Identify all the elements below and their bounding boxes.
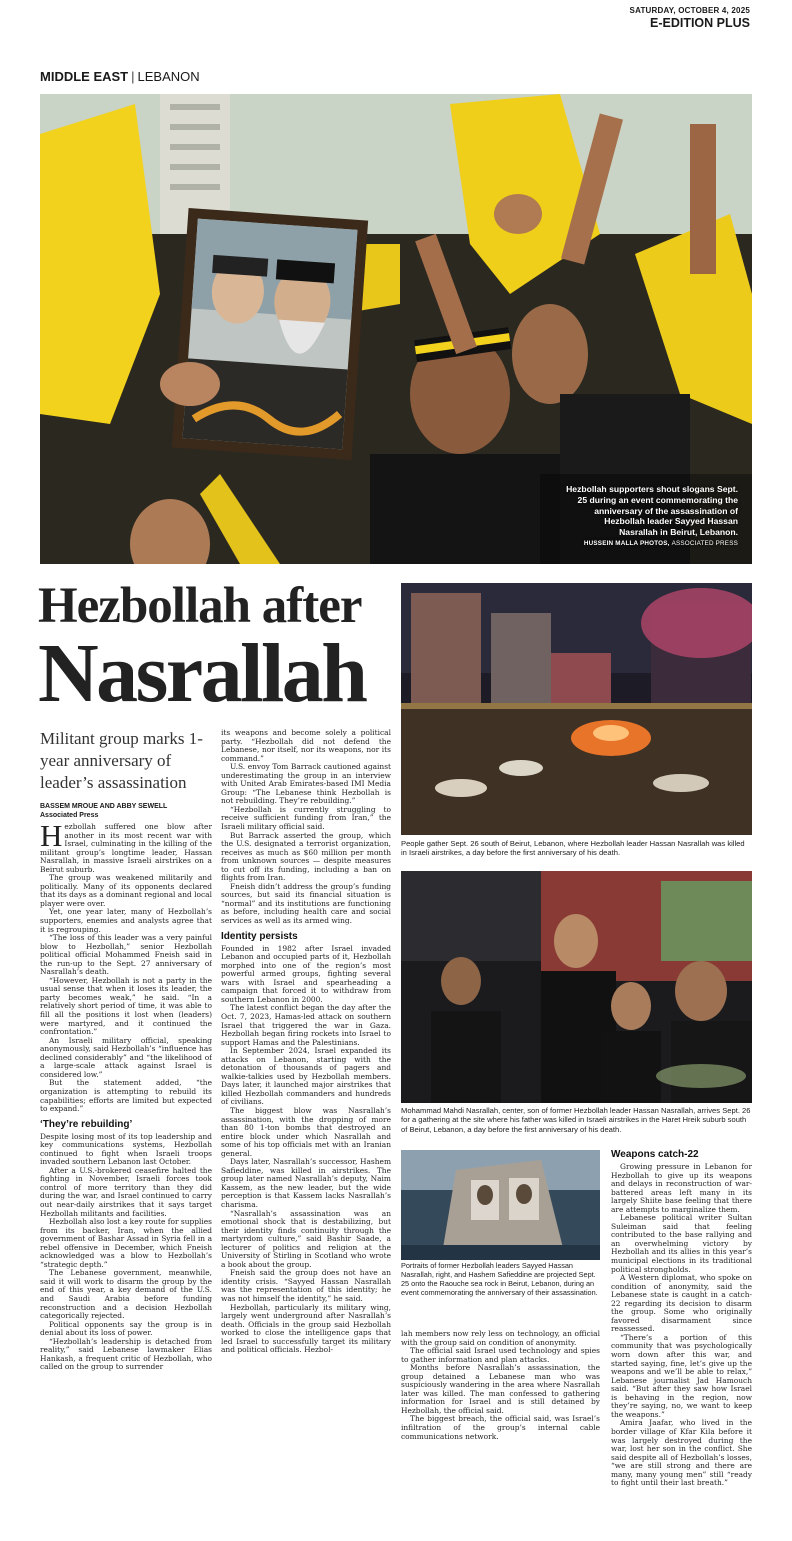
drop-cap: H [40,823,63,853]
paragraph: The group was weakened militarily and politically. Many of its opponents declared that its days as a dominant regional and local player were over. [40,873,212,908]
paragraph: Months before Nasrallah’s assassination, the group detained a Lebanese man who was suspiciously wandering in the area where Nasrallah later was killed. The man confessed to gathering information for Israel and is still detained by Hezbollah, the official said. [401,1363,600,1415]
paragraph: Yet, one year later, many of Hezbollah’s supporters, enemies and analysts agree that it is regrouping. [40,907,212,934]
paragraph: “The loss of this leader was a very painful blow to Hezbollah,” senior Hezbollah political official Mohammed Fneish said in the run-up to the Sept. 27 anniversary of Nasrallah’s death. [40,933,212,977]
paragraph: “Hezbollah is currently struggling to receive sufficient funding from Iran,” the Israeli military official said. [221,804,391,832]
article-column-3 [401,1330,600,1530]
paragraph-text: ezbollah suffered one blow after another in its most recent war with Israel, culminating in the killing of the militant group’s longtime leader, Hassan Nasrallah, in massive Israeli airstrikes on a Beirut suburb. [40,823,212,874]
paragraph: Despite losing most of its top leadership and key communications systems, Hezbollah continued to fight when Israeli troops invaded southern Lebanon last October. [40,1131,212,1167]
raouche-rock-caption: Portraits of former Hezbollah leaders Sayyed Hassan Nasrallah, right, and Hashem Safieddine are projected Sept. 25 onto the Raouche sea rock in Beirut, Lebanon, during an event commemorating the anniversary of their assassination. [401,1261,598,1298]
raouche-rock-photo [401,1150,600,1260]
section-divider: | [131,69,135,84]
night-gathering-photo [401,583,752,835]
paragraph: U.S. envoy Tom Barrack cautioned against underestimating the group in an interview with United Arab Emirates-based IMI Media Group: “The Lebanese think Hezbollah is not rebuilding. They’re rebuilding.” [221,762,391,806]
headline [38,578,398,720]
paragraph: A Western diplomat, who spoke on condition of anonymity, said the Lebanese state is caught in a catch-22 regarding its decision to disarm the group. Some who originally favored disarmament since reassessed. [611,1273,752,1334]
paragraph: “Nasrallah’s assassination was an emotional shock that is destabilizing, but their identity finds continuity through the martyrdom culture,” said Bashir Saade, a lecturer of politics and religion at the University of Stirling in Scotland who wrote a book about the group. [221,1208,391,1269]
paragraph: After a U.S.-brokered ceasefire halted the fighting in November, Israeli forces took control of more territory than they did during the war, and Israel continued to carry out near-daily airstrikes that it says target Hezbollah militants and facilities. [40,1165,212,1218]
byline [40,802,212,820]
son-arrival-illustration [401,871,752,1103]
paragraph: Fneish didn’t address the group’s funding sources, but said its financial situation is “normal” and its institutions are functioning as before, including health care and social services as well as its armed wing. [221,881,391,926]
paragraph: The official said Israel used technology and spies to gather information and plan attacks. [401,1346,600,1364]
paragraph: “Hezbollah’s leadership is detached from reality,” said Lebanese lawmaker Elias Hankash, a frequent critic of Hezbollah, who called on the group to surrender [40,1336,212,1372]
son-arrival-photo [401,871,752,1103]
hero-credit-org: ASSOCIATED PRESS [671,540,738,548]
section-name: MIDDLE EAST [40,69,129,84]
article-column-4 [611,1148,752,1533]
masthead [630,6,750,30]
paragraph: its weapons and become solely a political party. “Hezbollah did not defend the Lebanese, nor itself, nor its weapons, nor its command.” [221,729,391,763]
hero-caption-text: Hezbollah supporters shout slogans Sept. 25 during an event commemorating the anniversary of the assassination of Hezbollah leader Sayyed Hassan Nasrallah in Beirut, Lebanon. [566,484,738,537]
paragraph: The biggest blow was Nasrallah’s assassination, with the dropping of more than 80 1-ton bombs that destroyed an entire block under which Nasrallah and some of his top officials met with an Iranian general. [221,1105,391,1158]
hero-photo [40,94,752,564]
paragraph: The biggest breach, the official said, was Israel’s infiltration of the group’s internal cable communications network. [401,1414,600,1441]
paragraph: Days later, Nasrallah’s successor, Hashem Safieddine, was killed in airstrikes. The group later named Nasrallah’s deputy, Naim Kassem, as the new leader, but the wide perception is that Kassem lacks Nasrallah’s charisma. [221,1157,391,1209]
paragraph: Growing pressure in Lebanon for Hezbollah to give up its weapons and delays in reconstruction of war-battered areas left many in its largely Shiite base feeling that there are attempts to marginalize them. [611,1162,752,1214]
paragraph: The Lebanese government, meanwhile, said it will work to disarm the group by the end of this year, a key demand of the U.S. and Saudi Arabia before funding reconstruction and a decision Hezbollah categorically rejected. [40,1268,212,1321]
subhead-rebuilding: ‘They’re rebuilding’ [40,1118,133,1130]
subhead-weapons: Weapons catch-22 [611,1149,699,1160]
dek: Militant group marks 1-year anniversary of leader’s assassination [40,729,203,792]
paragraph: Political opponents say the group is in denial about its loss of power. [40,1319,212,1338]
subhead-identity: Identity persists [221,930,298,942]
paragraph: lah members now rely less on technology, an official with the group said on condition of anonymity. [401,1330,600,1347]
paragraph: In September 2024, Israel expanded its attacks on Lebanon, starting with the detonation of thousands of pagers and walkie-talkies used by Hezbollah members. Days later, it launched major airstrikes that killed Hezbollah commanders and hundreds of civilians. [221,1046,391,1107]
paragraph: Lebanese political writer Sultan Suleiman said that feeling contributed to the base rallying and an overwhelming victory by Hezbollah and its allies in this year’s municipal elections in its traditional political strongholds. [611,1213,752,1274]
son-arrival-caption: Mohammad Mahdi Nasrallah, center, son of former Hezbollah leader Hassan Nasrallah, arrives Sept. 26 for a gathering at the site where his father was killed in Israeli airstrikes in the Haret Hreik suburb south of Beirut, Lebanon, a day before the first anniversary of his death. [401,1106,751,1134]
hero-caption [566,484,738,548]
article-column-2 [221,729,391,1529]
paragraph: An Israeli military official, speaking anonymously, said Hezbollah’s “influence has declined considerably” and “the likelihood of a large-scale attack against Israel is considered low.” [40,1035,212,1079]
paragraph: Amira Jaafar, who lived in the border village of Kfar Kila before it was largely destroyed during the war, lost her son in the conflict. She said despite all of Hezbollah’s losses, “we are still strong and there are many, many young men” still “ready to fight until their last breath.” [611,1418,752,1488]
paragraph: Founded in 1982 after Israel invaded Lebanon and occupied parts of it, Hezbollah morphed into one of the region’s most powerful armed groups, fighting several wars with Israel and spearheading a campaign that forced it to withdraw from southern Lebanon in 2000. [221,943,391,1004]
article-column-1 [40,823,212,1523]
paragraph: Hezbollah, particularly its military wing, largely went underground after Nasrallah’s death. Officials in the group said Hezbollah worked to close the intelligence gaps that led Israel to successfully target its military and political officials. Hezbol- [221,1302,391,1355]
paragraph: But the statement added, “the organization is attempting to rebuild its capabilities; efforts are limited but expected to expand.” [40,1078,212,1114]
headline-line-2: Nasrallah [38,627,366,720]
paragraph [40,823,212,874]
headline-line-1: Hezbollah after [38,578,362,634]
paragraph: Hezbollah also lost a key route for supplies from its backer, Iran, when the allied government of Bashar Assad in Syria fell in a rebel offensive in December, which Fneish acknowledged was a blow to Hezbollah’s “strategic depth.” [40,1217,212,1269]
section-subname: LEBANON [137,69,200,84]
paragraph: The latest conflict began the day after the Oct. 7, 2023, Hamas-led attack on southern Israel that triggered the war in Gaza. Hezbollah began firing rockets into Israel to support Hamas and the Palestinians. [221,1003,391,1047]
paragraph: Fneish said the group does not have an identity crisis. “Sayyed Hassan Nasrallah was the representation of this identity; he was not himself the identity,” he said. [221,1268,391,1303]
hero-credit-name: HUSSEIN MALLA PHOTOS, [583,540,670,548]
edition-date: SATURDAY, OCTOBER 4, 2025 [629,6,750,15]
raouche-rock-illustration [401,1150,600,1260]
edition-title: E-EDITION PLUS [649,16,750,30]
paragraph: “However, Hezbollah is not a party in the usual sense that when it loses its leader, the party becomes weak,” he said. “In a relatively short period of time, it was able to fill all the positions it lost when (leaders) were martyred, and it continued the confrontation.” [40,975,212,1037]
night-gathering-illustration [401,583,752,835]
paragraph: “There’s a portion of this community that was psychologically worn down after this war, and started saying, fine, let’s give up the weapons and we’ll be able to relax,” Lebanese journalist Jad Hamouch said. “But after they saw how Israel is behaving in the region, now they’re saying, no, we want to keep the weapons.” [611,1332,752,1419]
section-label [40,69,200,84]
night-gathering-caption: People gather Sept. 26 south of Beirut, Lebanon, where Hezbollah leader Hassan Nasrallah was killed in Israeli airstrikes, a day before the first anniversary of his death. [401,839,745,858]
byline-org: Associated Press [40,812,99,819]
paragraph: But Barrack asserted the group, which the U.S. designated a terrorist organization, receives as much as $60 million per month from unknown sources — despite measures to cut off its funding, including a ban on flights from Iran. [221,830,391,883]
hero-photo-credit [566,540,738,548]
byline-authors: BASSEM MROUE AND ABBY SEWELL [40,803,168,810]
